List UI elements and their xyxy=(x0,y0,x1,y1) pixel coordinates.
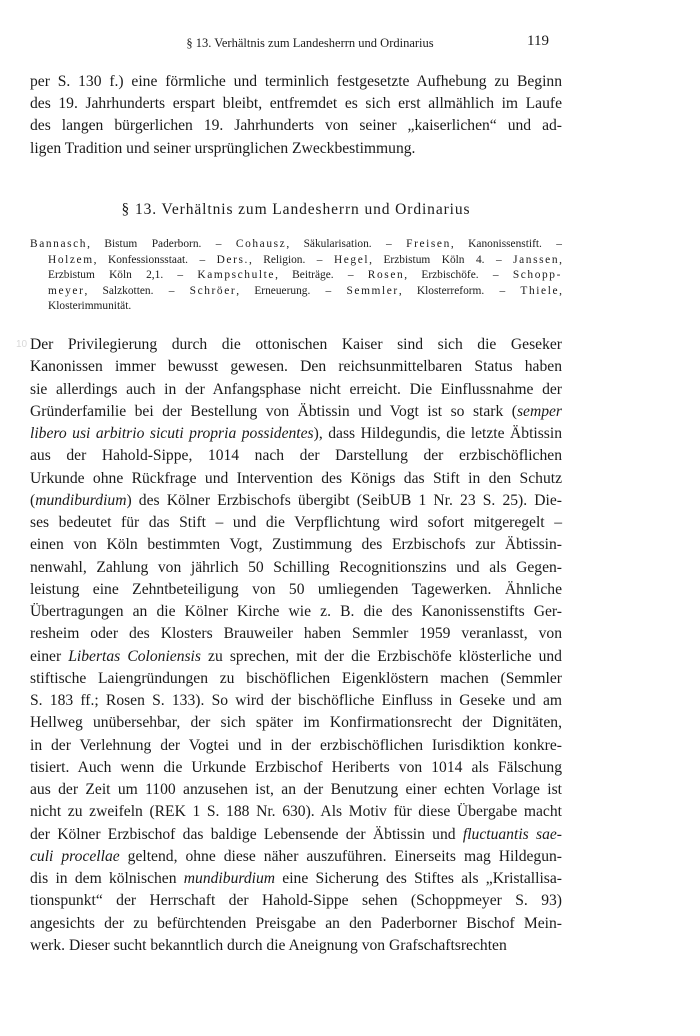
text-run: Erzbistum Köln 2,1. – xyxy=(48,269,198,282)
author-name: Holzem xyxy=(48,253,94,266)
text-line xyxy=(30,579,562,601)
text-line: des langen bürgerlichen 19. Jahrhunderts von seiner „kaiserlichen“ und ad- xyxy=(30,117,562,135)
text-run: Der Privilegierung durch die ottonischen Kaiser sind sich die Geseker xyxy=(30,336,562,353)
text-line: per S. 130 f.) eine förmliche und terminlich festgesetzte Aufhebung zu Beginn xyxy=(30,73,562,90)
text-run: nicht zu zweifeln (REK 1 S. 188 Nr. 630). Als Motiv für diese Übergabe macht xyxy=(30,803,562,821)
text-run: dis in dem kölnischen xyxy=(30,870,184,887)
author-name: meyer xyxy=(48,284,85,297)
margin-ghost-number: 10 xyxy=(16,339,28,350)
text-run: einer xyxy=(30,647,69,665)
text-line xyxy=(30,779,562,801)
page-number: 119 xyxy=(527,33,549,49)
text-run: Klosterimmunität. xyxy=(48,300,132,313)
text-run: , Klosterreform. – xyxy=(398,284,521,297)
text-line: des 19. Jahrhunderts erspart bleibt, entfremdet es sich erst allmählich im Laufe xyxy=(30,95,562,113)
text-line xyxy=(30,356,562,378)
author-name: Freisen xyxy=(406,238,451,250)
text-run: Urkunde ohne Rückfrage und Intervention des Königs das Stift in den Schutz xyxy=(30,469,562,487)
text-line xyxy=(48,284,562,300)
italic-term: culi procellae xyxy=(30,847,120,865)
italic-term: mundiburdium xyxy=(35,491,127,509)
text-run: ) des Kölner Erzbischofs übergibt (SeibUB 1 Nr. 23 S. 25). Die- xyxy=(126,491,562,509)
text-run: , Erzbischöfe. – xyxy=(404,269,513,282)
text-run: angesichts der zu befürchtenden Preisgabe an den Paderborner Bischof Mein- xyxy=(30,914,562,932)
author-name: Hegel xyxy=(333,253,370,266)
text-run: zu sprechen, mit der die Erzbischöfe klösterliche und xyxy=(200,647,562,665)
text-run: ), dass Hildegundis, die letzte Äbtissin xyxy=(313,425,562,442)
text-run: aus der Hahold-Sippe, 1014 nach der Darstellung der erzbischöflichen xyxy=(30,447,562,465)
text-run: , xyxy=(559,253,562,266)
text-line xyxy=(30,735,562,757)
text-run: , Erneuerung. – xyxy=(236,284,347,297)
author-name: Semmler xyxy=(346,284,399,297)
text-run: der Kölner Erzbischof das baldige Lebensende der Äbtissin und xyxy=(30,825,463,843)
text-run: tisiert. Auch wenn die Urkunde Erzbischof Heriberts von 1014 als Fälschung xyxy=(30,758,562,776)
italic-term: fluctuantis sae- xyxy=(462,825,562,843)
text-run: , Säkularisation. – xyxy=(286,238,407,250)
text-run: , Religion. – xyxy=(248,253,334,266)
text-run: Gründerfamilie bei der Bestellung von Äbtissin und Vogt ist so stark ( xyxy=(30,402,517,420)
text-run: eine Sicherung des Stiftes als „Kristallisa- xyxy=(275,870,562,887)
section-heading: § 13. Verhältnis zum Landesherrn und Ordinarius xyxy=(121,201,471,218)
text-line xyxy=(30,534,562,556)
author-name: Cohausz xyxy=(235,238,287,250)
text-line xyxy=(30,237,562,253)
text-run: , Bistum Paderborn. – xyxy=(87,238,236,250)
text-line xyxy=(30,690,562,712)
author-name: Bannasch xyxy=(30,238,88,250)
text-line xyxy=(30,379,562,401)
author-name: Ders. xyxy=(216,253,249,266)
text-line xyxy=(30,913,562,935)
text-line xyxy=(30,445,562,467)
text-run: , Erzbistum Köln 4. – xyxy=(369,253,514,266)
text-line xyxy=(30,468,562,490)
text-line xyxy=(30,423,562,445)
text-run: , Konfessionsstaat. – xyxy=(93,253,217,266)
text-line xyxy=(30,757,562,779)
text-run: , Beiträge. – xyxy=(275,269,368,282)
text-run: sie allerdings auch in der Anfangsphase nicht erreicht. Die Einflussnahme der xyxy=(30,380,562,398)
text-line xyxy=(30,401,562,423)
text-line xyxy=(30,846,562,868)
main-paragraph xyxy=(30,334,562,957)
author-name: Janssen xyxy=(513,253,560,266)
italic-term: mundiburdium xyxy=(183,870,276,887)
text-line xyxy=(30,935,562,957)
text-line xyxy=(48,268,562,284)
intro-paragraph xyxy=(30,71,562,160)
text-run: tionspunkt“ der Herrschaft der Hahold-Sippe sehen (Schoppmeyer S. 93) xyxy=(30,892,562,910)
text-line xyxy=(30,601,562,623)
text-run: , xyxy=(559,284,562,297)
bibliography-block xyxy=(30,237,562,315)
text-run: nenwahl, Zahlung von jährlich 50 Schilling Recognitionszins und als Gegen- xyxy=(30,558,562,576)
text-run: Übertragungen an die Kölner Kirche wie z. B. die des Kanonissenstifts Ger- xyxy=(30,603,562,620)
italic-term: semper xyxy=(516,402,562,420)
text-line xyxy=(48,299,562,315)
text-run: Kanonissen immer bewusst gewesen. Den reichsunmittelbaren Status haben xyxy=(30,358,562,376)
text-line xyxy=(30,512,562,534)
text-line xyxy=(30,557,562,579)
text-line xyxy=(30,334,562,356)
italic-term: Libertas Coloniensis xyxy=(68,647,201,665)
author-name: Kampschulte xyxy=(197,269,276,282)
text-line xyxy=(30,801,562,823)
text-run: werk. Dieser sucht bekanntlich durch die Aneignung von Grafschaftsrechten xyxy=(30,936,507,954)
text-line xyxy=(30,668,562,690)
running-header: § 13. Verhältnis zum Landesherrn und Ordinarius xyxy=(186,36,434,50)
text-line xyxy=(30,824,562,846)
text-line xyxy=(48,253,562,269)
text-run: , Salzkotten. – xyxy=(84,284,190,297)
author-name: Rosen xyxy=(367,269,405,282)
text-run: geltend, ohne diese näher auszuführen. Einerseits mag Hildegun- xyxy=(119,847,563,865)
author-name: Schröer xyxy=(189,284,237,297)
text-line: ligen Tradition und seiner ursprünglichen Zweckbestimmung. xyxy=(30,139,416,157)
text-line xyxy=(30,646,562,668)
author-name: Thiele xyxy=(520,284,560,297)
text-run: resheim oder des Klosters Brauweiler haben Semmler 1959 veranlasst, von xyxy=(30,625,562,643)
text-line xyxy=(30,712,562,734)
text-run: leistung eine Zehntbeteiligung von 50 umliegenden Tagewerken. Ähnliche xyxy=(30,580,562,598)
text-line xyxy=(30,868,562,890)
text-line xyxy=(30,490,562,512)
text-line xyxy=(30,890,562,912)
text-run: stiftische Laiengründungen zu bischöflichen Eigenklöstern machen (Semmler xyxy=(30,669,562,687)
text-run: aus der Zeit um 1100 anzusehen ist, an der Benutzung einer echten Vorlage ist xyxy=(30,781,562,798)
text-run: einen von Köln bestimmten Vogt, Zustimmung des Erzbischofs zur Äbtissin- xyxy=(30,536,562,554)
text-run: ( xyxy=(30,491,36,509)
text-run: Hellweg unübersehbar, der sich später im Konfirmationsrecht der Dignitäten, xyxy=(30,714,562,732)
author-name: Schopp- xyxy=(512,269,562,282)
text-line xyxy=(30,623,562,645)
italic-term: libero usi arbitrio sicuti propria possidentes xyxy=(30,425,314,442)
text-run: ses bedeutet für das Stift – und die Verpflichtung wird sofort mitgeregelt – xyxy=(30,514,562,531)
text-run: S. 183 ff.; Rosen S. 133). So wird der bischöfliche Einfluss in Geseke und am xyxy=(30,692,562,709)
text-run: , Kanonissenstift. – xyxy=(450,238,562,250)
text-run: in der Verlehnung der Vogtei und in der erzbischöflichen Iurisdiktion konkre- xyxy=(30,736,562,754)
